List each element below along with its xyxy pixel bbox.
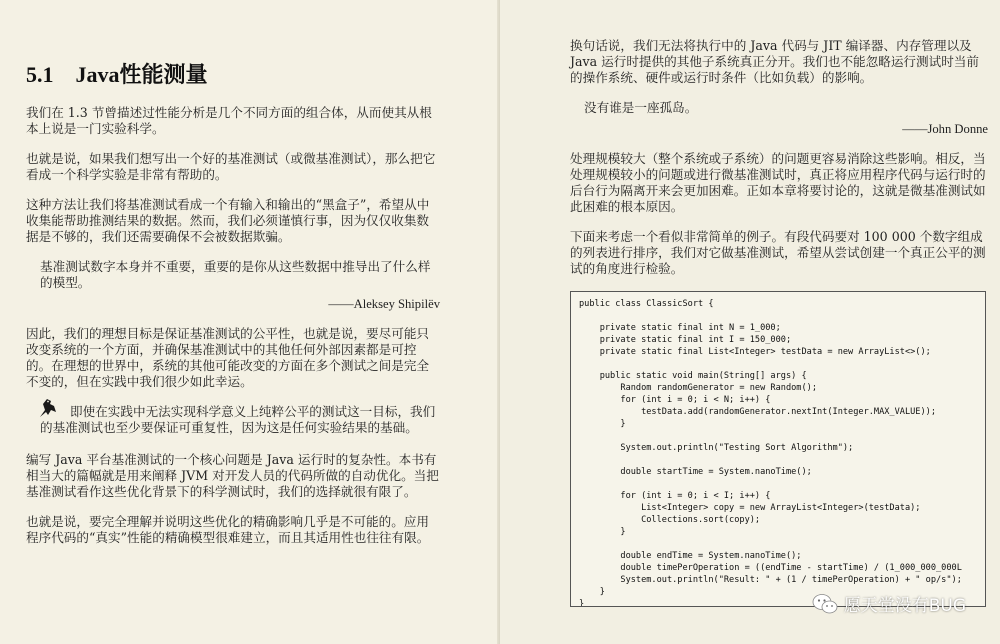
watermark-text: 愿天堂没有BUG bbox=[843, 596, 966, 616]
paragraph: 我们在 1.3 节曾描述过性能分析是几个不同方面的组合体，从而使其从根本上说是一门实验科学。 bbox=[26, 105, 432, 136]
paragraph: 处理规模较大（整个系统或子系统）的问题更容易消除这些影响。相反，当处理规模较小的问题或进行微基准测试时，真正将应用程序代码与运行时的后台行为隔离开来会更加困难。正如本章将要讨论的，这就是微基准测试如此困难的根本原因。 bbox=[570, 151, 986, 214]
right-page bbox=[500, 0, 1000, 644]
code-line bbox=[579, 358, 977, 370]
code-line: private static final int I = 150_000; bbox=[579, 335, 792, 345]
code-line bbox=[579, 430, 977, 442]
code-line: testData.add(randomGenerator.nextInt(Integer.MAX_VALUE)); bbox=[579, 407, 936, 417]
code-line: double endTime = System.nanoTime(); bbox=[579, 551, 802, 561]
code-line: private static final List<Integer> testData = new ArrayList<>(); bbox=[579, 347, 931, 357]
paragraph: 编写 Java 平台基准测试的一个核心问题是 Java 运行时的复杂性。本书有相当大的篇幅就是用来阐释 JVM 对开发人员的代码所做的自动优化。当把基准测试看作这些优化背景下的科学测试时，我们的选择就很有限了。 bbox=[26, 452, 439, 499]
quote-attribution: ——John Donne bbox=[902, 122, 988, 136]
wechat-icon bbox=[812, 593, 838, 615]
code-line: private static final int N = 1_000; bbox=[579, 323, 781, 333]
section-number: 5.1 bbox=[26, 62, 54, 87]
code-line: double startTime = System.nanoTime(); bbox=[579, 467, 812, 477]
note-text: 即使在实践中无法实现科学意义上纯粹公平的测试这一目标，我们的基准测试也至少要保证可重复性，因为这是任何实验结果的基础。 bbox=[40, 404, 436, 435]
code-line: for (int i = 0; i < I; i++) { bbox=[579, 491, 771, 501]
code-listing bbox=[570, 291, 986, 607]
code-line: for (int i = 0; i < N; i++) { bbox=[579, 395, 771, 405]
paragraph: 因此，我们的理想目标是保证基准测试的公平性，也就是说，要尽可能只改变系统的一个方面，并确保基准测试中的其他任何外部因素都是可控的。在理想的世界中，系统的其他可能改变的方面在多个测试之间是完全不变的，但在实践中我们很少如此幸运。 bbox=[26, 326, 429, 389]
code-line: } bbox=[579, 599, 585, 607]
code-line: } bbox=[579, 527, 626, 537]
code-line: Collections.sort(copy); bbox=[579, 515, 761, 525]
raven-note-icon bbox=[36, 396, 60, 420]
code-line: System.out.println("Result: " + (1 / timePerOperation) + " op/s"); bbox=[579, 575, 962, 585]
code-line: public static void main(String[] args) { bbox=[579, 371, 807, 381]
code-line: public class ClassicSort { bbox=[579, 299, 714, 309]
code-line: double timePerOperation = ((endTime - startTime) / (1_000_000_000L bbox=[579, 563, 962, 573]
code-line bbox=[579, 538, 977, 550]
paragraph: 下面来考虑一个看似非常简单的例子。有段代码要对 100 000 个数字组成的列表进行排序，我们对它做基准测试，希望从尝试创建一个真正公平的测试的角度进行检验。 bbox=[570, 229, 986, 276]
code-line: } bbox=[579, 419, 626, 429]
watermark bbox=[812, 591, 966, 616]
quote-attribution: ——Aleksey Shipilëv bbox=[328, 297, 440, 311]
code-line: } bbox=[579, 587, 605, 597]
epigraph-quote: 基准测试数字本身并不重要，重要的是你从这些数据中推导出了什么样的模型。 bbox=[40, 259, 431, 290]
code-line: System.out.println("Testing Sort Algorithm"); bbox=[579, 443, 854, 453]
code-line: List<Integer> copy = new ArrayList<Integer>(testData); bbox=[579, 503, 921, 513]
section-heading bbox=[26, 58, 440, 89]
code-line bbox=[579, 478, 977, 490]
paragraph: 也就是说，如果我们想写出一个好的基准测试（或微基准测试），那么把它看成一个科学实验是非常有帮助的。 bbox=[26, 151, 436, 182]
epigraph-quote: 没有谁是一座孤岛。 bbox=[584, 100, 698, 115]
code-line bbox=[579, 454, 977, 466]
paragraph: 这种方法让我们将基准测试看成一个有输入和输出的“黑盒子”，希望从中收集能帮助推测结果的数据。然而，我们必须谨慎行事，因为仅仅收集数据是不够的，我们还需要确保不会被数据欺骗。 bbox=[26, 197, 430, 244]
code-line bbox=[579, 310, 977, 322]
paragraph: 换句话说，我们无法将执行中的 Java 代码与 JIT 编译器、内存管理以及 Java 运行时提供的其他子系统真正分开。我们也不能忽略运行测试时当前的操作系统、硬件或运行时条件（比如负载）的影响。 bbox=[570, 38, 979, 85]
code-line: Random randomGenerator = new Random(); bbox=[579, 383, 817, 393]
note-block bbox=[26, 404, 440, 436]
paragraph: 也就是说，要完全理解并说明这些优化的精确影响几乎是不可能的。应用程序代码的“真实”性能的精确模型很难建立，而且其适用性也往往有限。 bbox=[26, 514, 430, 545]
section-title: Java性能测量 bbox=[75, 62, 208, 87]
